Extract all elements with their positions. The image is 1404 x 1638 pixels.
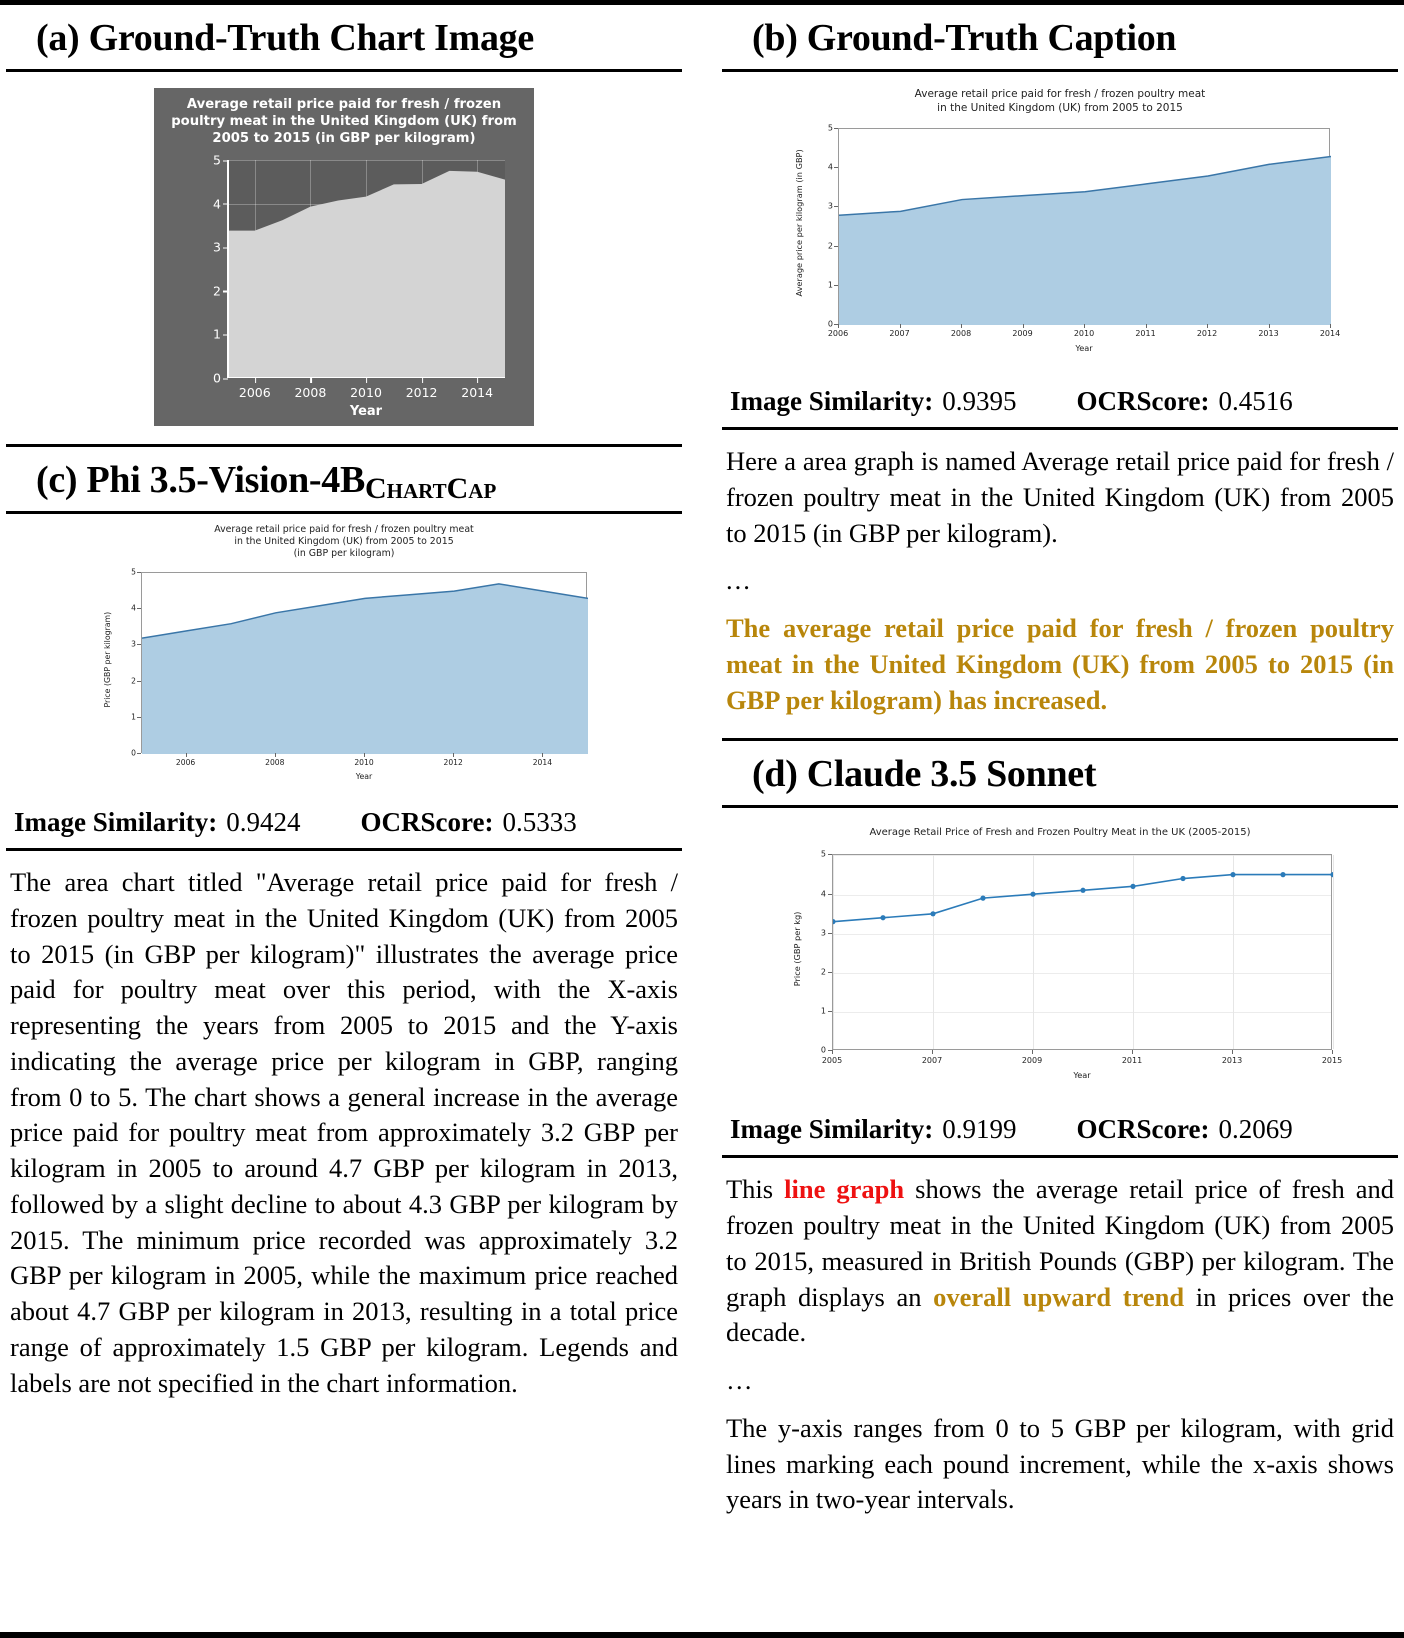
x-tick-mark [1032, 1050, 1033, 1054]
y-tick-label: 0 [827, 319, 833, 329]
x-tick-label: 2014 [461, 385, 494, 400]
panel-b-scores [722, 376, 1398, 427]
y-tick-mark [834, 206, 838, 207]
y-tick-label: 1 [820, 1006, 826, 1016]
panel-row-top [0, 5, 1404, 1528]
panel-c-heading [6, 447, 682, 511]
y-tick-mark [828, 894, 832, 895]
y-tick-mark [137, 572, 141, 573]
panel-d-scores [722, 1104, 1398, 1155]
x-tick-label: 2011 [1121, 1056, 1143, 1066]
y-tick-label: 5 [131, 567, 136, 577]
y-tick-label: 1 [213, 326, 221, 342]
y-tick-mark [834, 167, 838, 168]
panel-c-paragraph: The area chart titled "Average retail price paid for fresh / frozen poultry meat in the United Kingdom (UK) from 2005 to 2015 (in GBP per kilogram)" illustrates the average price paid for poultry meat over this period, with the X-axis representing the years from 2005 to 2015 and the Y-axis indicating the average price per kilogram in GBP, ranging from 0 to 5. The chart shows a general increase in the average price paid for poultry meat from approximately 3.2 GBP per kilogram in 2005 to around 4.7 GBP per kilogram in 2013, followed by a slight decline to about 4.3 GBP per kilogram by 2015. The minimum price recorded was approximately 3.2 GBP per kilogram in 2005, while the maximum price reached about 4.7 GBP per kilogram in 2013, resulting in a total price range of approximately 1.5 GBP per kilogram. Legends and labels are not specified in the chart information. [10, 867, 678, 1398]
x-tick-mark [838, 324, 839, 328]
x-tick-label: 2012 [443, 758, 463, 767]
ocr-score-value: 0.4516 [1218, 386, 1293, 416]
chart-title-line: Average Retail Price of Fresh and Frozen Poultry Meat in the UK (2005-2015) [869, 827, 1251, 839]
x-tick-label: 2007 [889, 329, 910, 338]
y-tick-mark [828, 972, 832, 973]
ground-truth-chart [138, 88, 534, 426]
panel-a-heading: (a) Ground-Truth Chart Image [36, 17, 534, 59]
x-tick-mark [542, 753, 543, 757]
x-tick-label: 2014 [1319, 329, 1341, 338]
y-tick-label: 3 [827, 201, 833, 211]
ground-truth-plot-area [213, 152, 505, 400]
panel-c-image-similarity [14, 807, 300, 838]
x-tick-mark [1332, 1050, 1333, 1054]
y-tick-label: 2 [131, 676, 136, 686]
x-tick-label: 2014 [532, 758, 553, 767]
x-tick-mark [961, 324, 962, 328]
image-similarity-value: 0.9424 [226, 807, 301, 837]
plot-area [832, 854, 1332, 1050]
panel-d-chart-container [722, 808, 1398, 1104]
y-tick-label: 1 [827, 280, 833, 290]
x-tick-mark [900, 324, 901, 328]
x-tick-label: 2008 [950, 329, 972, 338]
image-similarity-value: 0.9199 [942, 1114, 1017, 1145]
panel-d-text-a: This [726, 1174, 785, 1205]
x-tick-mark [1023, 324, 1024, 328]
panel-c-heading-subscript: ChartCap [365, 472, 497, 505]
y-tick-label: 3 [131, 639, 136, 649]
panel-b-heading: (b) Ground-Truth Caption [752, 17, 1177, 59]
y-tick-mark [828, 1011, 832, 1012]
x-tick-label: 2006 [175, 758, 196, 767]
panel-d-image-similarity [730, 1114, 1016, 1145]
panel-c-heading-main: (c) Phi 3.5-Vision-4B [36, 459, 366, 501]
y-tick-label: 2 [827, 241, 833, 251]
panel-b-ellipsis: ... [726, 565, 752, 596]
x-tick-label: 2008 [294, 385, 327, 400]
left-column [0, 5, 688, 1528]
column-gutter [688, 5, 716, 1528]
x-tick-mark [1146, 324, 1147, 328]
panel-b-paragraph-2-highlight: The average retail price paid for fresh / frozen poultry meat in the United Kingdom (UK) from 2005 to 2015 (in GBP per kilogram) has increased. [726, 613, 1394, 715]
panel-d-text-upward-trend-highlight: overall upward trend [933, 1281, 1185, 1312]
x-tick-label: 2008 [265, 758, 285, 767]
x-tick-label: 2015 [1321, 1056, 1343, 1066]
x-tick-label: 2009 [1021, 1056, 1043, 1066]
x-tick-mark [453, 753, 454, 757]
y-tick-label: 4 [131, 603, 136, 613]
x-tick-mark [275, 753, 276, 757]
x-tick-mark [932, 1050, 933, 1054]
x-tick-mark [1132, 1050, 1133, 1054]
x-tick-label: 2010 [1073, 329, 1095, 338]
ocr-score-value: 0.2069 [1218, 1114, 1293, 1145]
ocr-score-value: 0.5333 [502, 807, 577, 837]
y-tick-label: 0 [213, 370, 221, 386]
x-tick-mark [1232, 1050, 1233, 1054]
y-tick-label: 5 [213, 152, 221, 168]
x-tick-mark [1269, 324, 1270, 328]
x-tick-label: 2009 [1012, 329, 1033, 338]
y-tick-mark [137, 753, 141, 754]
ground-truth-caption-chart [760, 82, 1360, 372]
right-column [716, 5, 1404, 1528]
chart-title-line: (in GBP per kilogram) [293, 548, 395, 560]
y-tick-label: 3 [213, 239, 221, 255]
plot-area [838, 128, 1330, 324]
area-series [839, 129, 1331, 325]
panel-c-chart-container [6, 514, 682, 797]
ground-truth-x-axis-label: Year [349, 404, 383, 419]
y-tick-mark [137, 608, 141, 609]
panel-b-paragraph-1: Here a area graph is named Average retail price paid for fresh / frozen poultry meat in the United Kingdom (UK) from 2005 to 2015 (in GBP per kilogram). [726, 446, 1394, 548]
ocr-score-label: OCRScore: [1076, 386, 1210, 416]
panel-d-paragraph-2: The y-axis ranges from 0 to 5 GBP per kilogram, with grid lines marking each pound increment, while the x-axis shows years in two-year intervals. [726, 1412, 1394, 1515]
x-tick-label: 2013 [1258, 329, 1279, 338]
bottom-rule [0, 1632, 1404, 1638]
ground-truth-y-axis-label: Average price per kilogram (in GBP) [138, 124, 154, 390]
ground-truth-chart-title [154, 97, 534, 147]
y-tick-mark [137, 681, 141, 682]
y-tick-label: 4 [827, 162, 833, 172]
y-axis-label: Price (GBP per kilogram) [102, 611, 112, 708]
x-tick-mark [364, 753, 365, 757]
x-tick-mark [1207, 324, 1208, 328]
y-tick-mark [834, 128, 838, 129]
y-tick-mark [137, 717, 141, 718]
chart-title-line: Average retail price paid for fresh / frozen poultry meat [214, 524, 474, 535]
chart-title [760, 88, 1360, 115]
y-tick-label: 2 [820, 967, 826, 977]
title-line-3: 2005 to 2015 (in GBP per kilogram) [212, 130, 476, 146]
y-tick-label: 1 [131, 712, 136, 722]
panel-c-ocr-score [360, 807, 576, 838]
title-line-2: poultry meat in the United Kingdom (UK) from [171, 113, 517, 129]
panel-d-text-line-graph-highlight: line graph [784, 1174, 905, 1205]
image-similarity-label: Image Similarity: [730, 386, 934, 416]
y-tick-label: 5 [820, 849, 826, 859]
y-tick-label: 4 [820, 889, 826, 899]
x-tick-label: 2007 [921, 1056, 943, 1066]
chart-title [760, 826, 1360, 839]
image-similarity-label: Image Similarity: [730, 1114, 934, 1145]
panel-d-ellipsis: … [726, 1365, 755, 1396]
y-tick-label: 0 [131, 748, 136, 758]
y-tick-label: 5 [827, 123, 833, 133]
panel-d-ocr-score [1076, 1114, 1292, 1145]
plot-area [141, 572, 587, 753]
x-tick-label: 2010 [354, 758, 374, 767]
x-tick-mark [186, 753, 187, 757]
x-tick-label: 2012 [1196, 329, 1218, 338]
image-similarity-label: Image Similarity: [14, 807, 218, 837]
panel-c-body [6, 851, 682, 1411]
ground-truth-area-series [227, 160, 505, 378]
phi-chart [79, 520, 609, 795]
y-tick-label: 0 [820, 1045, 826, 1055]
panel-d-paragraph-1 [726, 1172, 1394, 1351]
panel-d-text-c: in prices over the decade. [726, 1281, 1394, 1348]
panel-b-body [722, 430, 1398, 728]
x-tick-label: 2006 [238, 385, 271, 400]
y-axis-line [227, 160, 229, 378]
x-tick-label: 2013 [1221, 1056, 1243, 1066]
y-tick-mark [834, 246, 838, 247]
x-axis-label: Year [355, 771, 373, 781]
x-tick-mark [832, 1050, 833, 1054]
image-similarity-value: 0.9395 [942, 386, 1017, 416]
y-tick-label: 3 [820, 928, 826, 938]
panel-d-body [722, 1158, 1398, 1528]
chart-title-line: in the United Kingdom (UK) from 2005 to 2015 [937, 101, 1183, 114]
x-tick-mark [1084, 324, 1085, 328]
chart-title-line: Average retail price paid for fresh / frozen poultry meat [914, 88, 1206, 100]
y-tick-mark [828, 933, 832, 934]
panel-c-scores [6, 797, 682, 848]
panel-d-text-b: shows the average retail price of fresh and frozen poultry meat in the United Kingdom (UK) from 2005 to 2015, measured in British Pounds (GBP) per kilogram. The graph displays an [726, 1174, 1394, 1312]
chart-title [79, 524, 609, 561]
x-tick-label: 2012 [405, 385, 438, 400]
panel-d-heading: (d) Claude 3.5 Sonnet [752, 753, 1097, 796]
panel-b-chart-container [722, 72, 1398, 376]
line-series [833, 855, 1333, 1051]
panel-b-image-similarity [730, 386, 1016, 417]
y-tick-mark [834, 324, 838, 325]
y-axis-label: Average price per kilogram (in GBP) [794, 149, 805, 297]
claude-chart [760, 818, 1360, 1100]
x-tick-label: 2005 [821, 1056, 843, 1066]
x-tick-label: 2010 [350, 385, 382, 400]
chart-title-line: in the United Kingdom (UK) from 2005 to 2015 [234, 536, 454, 548]
area-series [142, 573, 588, 754]
ocr-score-label: OCRScore: [1076, 1114, 1210, 1145]
title-line-1: Average retail price paid for fresh / frozen [186, 97, 502, 112]
x-tick-label: 2006 [827, 329, 849, 338]
y-tick-mark [828, 854, 832, 855]
panel-b-ocr-score [1076, 386, 1292, 417]
panel-a-chart-container [6, 72, 682, 444]
y-tick-mark [137, 644, 141, 645]
ocr-score-label: OCRScore: [360, 807, 494, 837]
y-tick-mark [834, 285, 838, 286]
x-tick-label: 2011 [1135, 329, 1156, 338]
x-axis-label: Year [1075, 343, 1093, 353]
gridline-vertical [1333, 855, 1334, 1049]
x-tick-mark [1330, 324, 1331, 328]
y-tick-label: 4 [213, 196, 221, 212]
x-axis-label: Year [1073, 1070, 1091, 1081]
y-tick-mark [828, 1050, 832, 1051]
y-tick-label: 2 [213, 283, 221, 299]
y-axis-label: Price (GBP per kg) [792, 911, 803, 987]
